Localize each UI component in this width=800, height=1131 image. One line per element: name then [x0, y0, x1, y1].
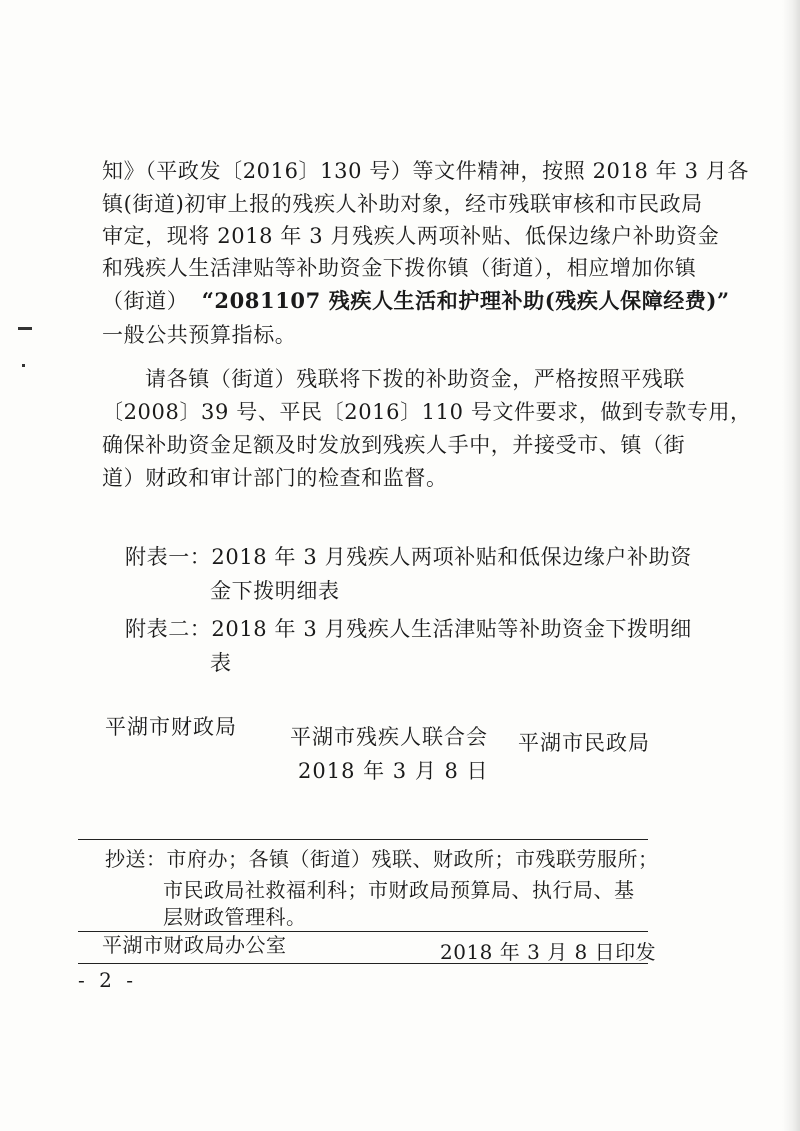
cc-line: 抄送：市府办；各镇（街道）残联、财政所；市残联劳服所； [105, 847, 659, 871]
cc-bottom-rule [78, 963, 648, 964]
body-line: 〔2008〕39 号、平民〔2016〕110 号文件要求，做到专款专用， [102, 400, 752, 424]
cc-line: 层财政管理科。 [163, 905, 307, 929]
page-number: - 2 - [78, 968, 137, 992]
signature-civil-affairs-bureau: 平湖市民政局 [518, 731, 650, 755]
body-line: 确保补助资金足额及时发放到残疾人手中，并接受市、镇（街 [102, 433, 686, 457]
attachment-1-cont: 金下拨明细表 [210, 579, 340, 603]
body-line: 和残疾人生活津贴等补助资金下拨你镇（街道），相应增加你镇 [102, 256, 697, 280]
body-line: 审定，现将 2018 年 3 月残疾人两项补贴、低保边缘户补助资金 [102, 224, 720, 248]
signature-date: 2018 年 3 月 8 日 [298, 759, 489, 783]
body-line-budget-item [102, 286, 730, 316]
body-line-prefix: （街道） [102, 289, 189, 313]
body-line: 请各镇（街道）残联将下拨的补助资金，严格按照平残联 [145, 367, 685, 391]
attachment-1: 附表一：2018 年 3 月残疾人两项补贴和低保边缘户补助资 [125, 545, 692, 569]
body-line: 知》（平政发〔2016〕130 号）等文件精神，按照 2018 年 3 月各 [102, 159, 750, 183]
body-line: 镇(街道)初审上报的残疾人补助对象，经市残联审核和市民政局 [102, 192, 703, 216]
body-line: 一般公共预算指标。 [102, 323, 297, 347]
signature-finance-bureau: 平湖市财政局 [105, 715, 237, 739]
attachment-2-cont: 表 [210, 651, 232, 675]
cc-line: 市民政局社救福利科；市财政局预算局、执行局、基 [163, 878, 635, 902]
print-date: 2018 年 3 月 8 日印发 [440, 940, 657, 964]
scan-edge-shadow [782, 0, 800, 1131]
cc-top-rule [78, 839, 648, 840]
scan-speck [22, 364, 25, 367]
scan-speck [18, 327, 32, 330]
issuing-office: 平湖市财政局办公室 [102, 933, 287, 957]
body-line: 道）财政和审计部门的检查和监督。 [102, 466, 448, 490]
budget-item-bold: “2081107 残疾人生活和护理补助(残疾人保障经费)” [201, 288, 730, 313]
attachment-2: 附表二：2018 年 3 月残疾人生活津贴等补助资金下拨明细 [125, 617, 692, 641]
signature-disabled-federation: 平湖市残疾人联合会 [290, 725, 488, 749]
